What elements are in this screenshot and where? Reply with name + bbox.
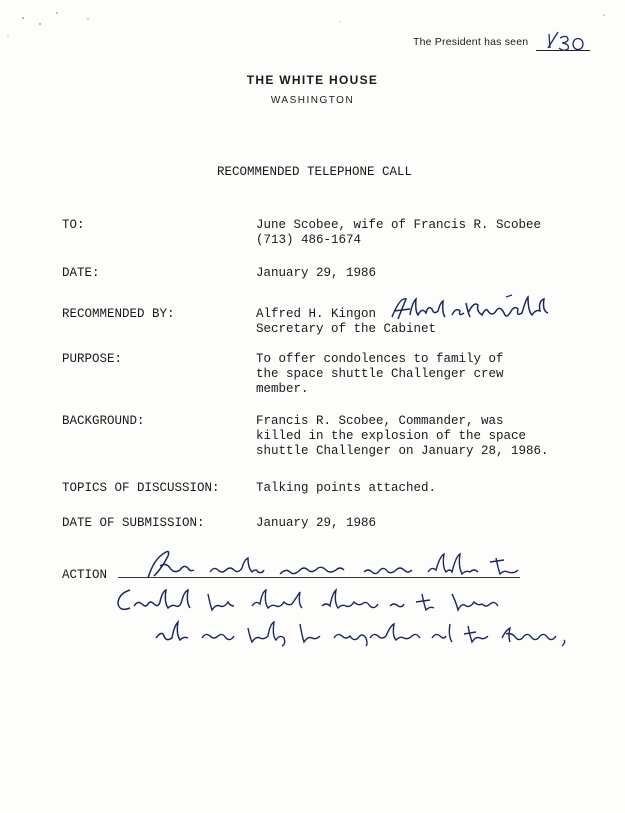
field-label-to: TO: <box>62 218 85 232</box>
field-value-background-line2: killed in the explosion of the space <box>256 429 527 443</box>
field-value-purpose-line1: To offer condolences to family of <box>256 352 504 366</box>
field-value-to-line1: June Scobee, wife of Francis R. Scobee <box>256 218 542 232</box>
field-label-purpose: PURPOSE: <box>62 352 123 366</box>
action-label: ACTION <box>62 568 108 582</box>
field-value-background-line1: Francis R. Scobee, Commander, was <box>256 414 504 428</box>
stamp-date-handwritten <box>540 28 588 54</box>
handwritten-note-line2 <box>112 584 522 614</box>
field-label-topics: TOPICS OF DISCUSSION: <box>62 481 220 495</box>
field-label-date-of-submission: DATE OF SUBMISSION: <box>62 516 205 530</box>
field-value-recommended-by-line1: Alfred H. Kingon <box>256 307 377 321</box>
letterhead-location: WASHINGTON <box>270 95 355 106</box>
field-value-purpose-line3: member. <box>256 382 309 396</box>
field-label-recommended-by: RECOMMENDED BY: <box>62 307 175 321</box>
field-value-purpose-line2: the space shuttle Challenger crew <box>256 367 504 381</box>
scan-specks <box>0 0 625 60</box>
handwritten-note-line3 <box>150 616 570 648</box>
memo-heading: RECOMMENDED TELEPHONE CALL <box>217 165 413 179</box>
handwritten-signature <box>388 293 553 325</box>
field-value-date-of-submission: January 29, 1986 <box>256 516 377 530</box>
field-value-recommended-by-line2: Secretary of the Cabinet <box>256 322 437 336</box>
president-seen-stamp: The President has seen <box>413 36 529 48</box>
field-value-date: January 29, 1986 <box>256 266 377 280</box>
letterhead-title: THE WHITE HOUSE <box>246 73 379 87</box>
field-value-to-line2: (713) 486-1674 <box>256 233 362 247</box>
field-value-background-line3: shuttle Challenger on January 28, 1986. <box>256 444 549 458</box>
field-label-background: BACKGROUND: <box>62 414 145 428</box>
field-label-date: DATE: <box>62 266 100 280</box>
field-value-topics: Talking points attached. <box>256 481 437 495</box>
handwritten-note-line1 <box>140 548 524 582</box>
